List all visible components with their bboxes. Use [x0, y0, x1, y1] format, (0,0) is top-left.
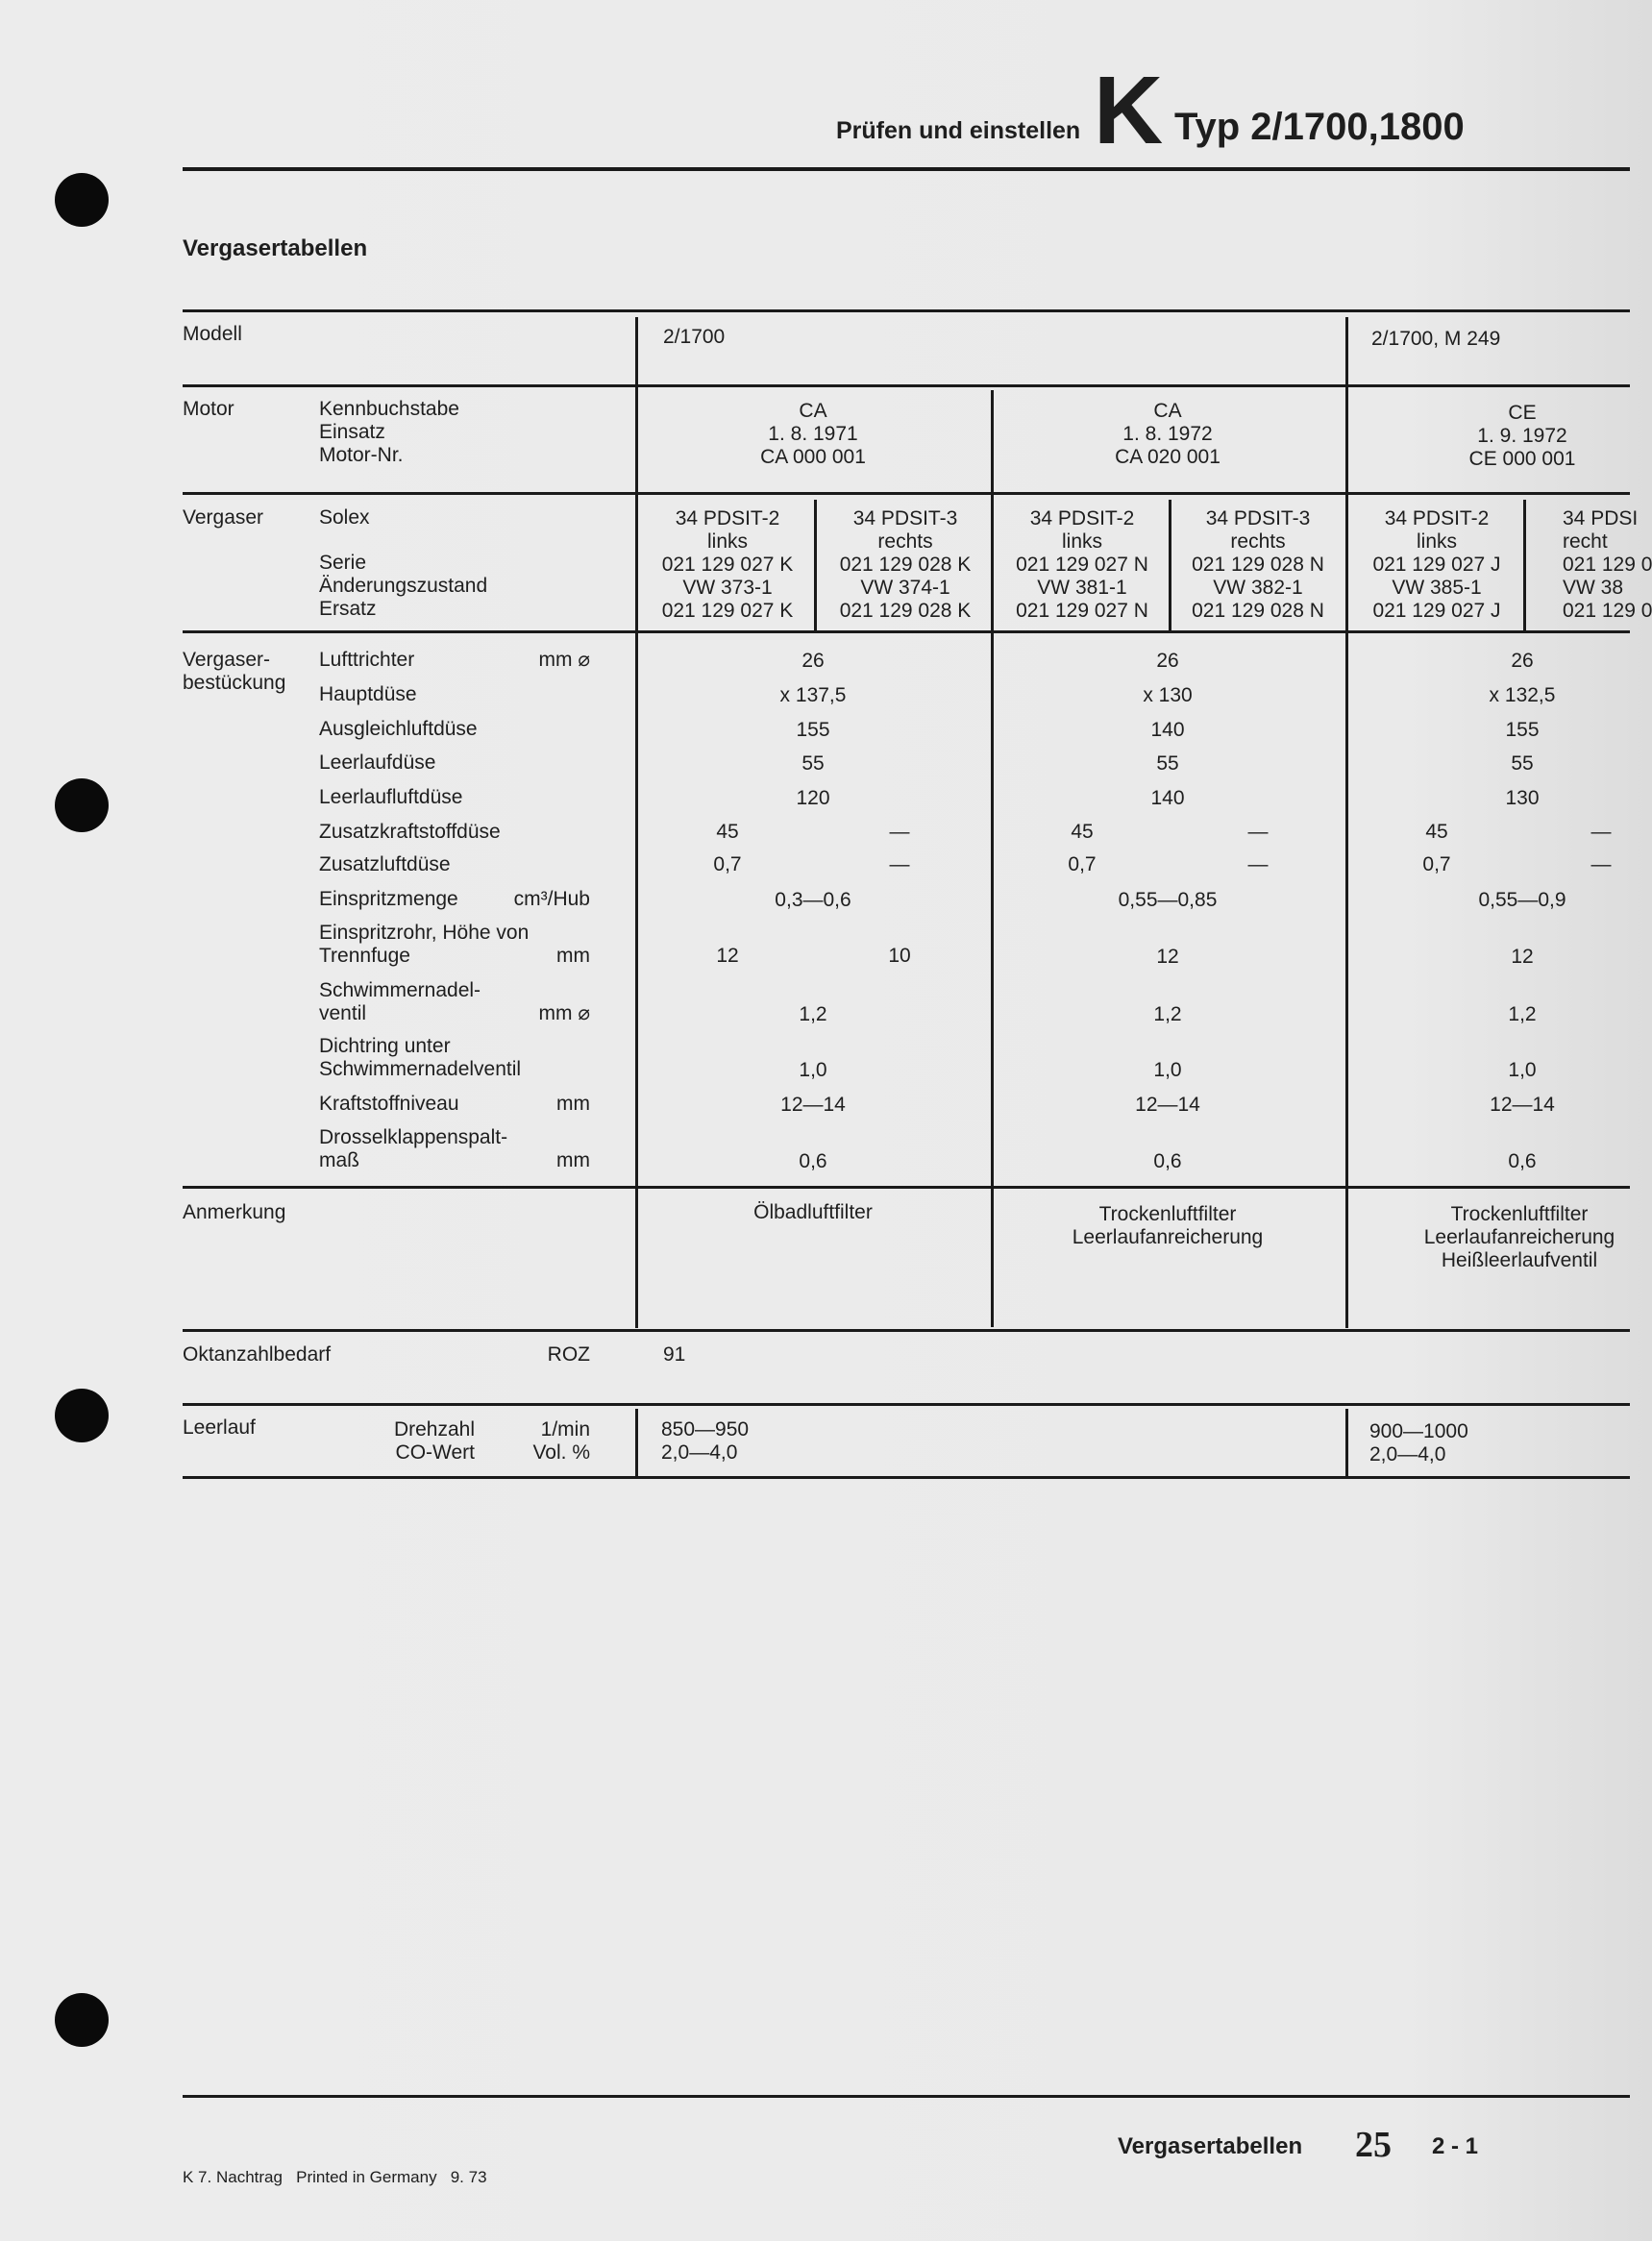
- row-unit: mm: [556, 1093, 590, 1115]
- subcolumn-line: [1523, 500, 1526, 630]
- divider: [183, 630, 1630, 633]
- row-value: 0,7: [713, 853, 742, 875]
- row-value: 120: [796, 787, 830, 809]
- row-label: Einspritzrohr, Höhe von Trennfuge: [319, 922, 530, 967]
- row-value: 0,55—0,85: [1118, 889, 1218, 911]
- column-line: [635, 317, 638, 1328]
- row-value: —: [1590, 821, 1612, 843]
- row-label: Leerlaufdüse: [319, 751, 436, 774]
- row-label: Zusatzkraftstoffdüse: [319, 821, 501, 843]
- row-value: 140: [1150, 719, 1185, 741]
- row-value: x 130: [1143, 684, 1193, 706]
- row-value: x 137,5: [779, 684, 847, 706]
- row-unit: mm: [556, 945, 590, 967]
- row-value: —: [1247, 821, 1269, 843]
- row-value: 0,7: [1068, 853, 1097, 875]
- page-subnumber: 2 - 1: [1432, 2133, 1479, 2159]
- vergaser-solex: Solex: [319, 506, 370, 529]
- row-value: 1,2: [1153, 1003, 1182, 1025]
- carb-numbers: 021 129 028 N VW 382-1 021 129 028 N: [1192, 554, 1324, 622]
- motor-column: CA 1. 8. 1972 CA 020 001: [1115, 400, 1221, 468]
- row-value: 0,3—0,6: [775, 889, 851, 911]
- footer-rule: [183, 2095, 1630, 2098]
- divider: [183, 1476, 1630, 1479]
- carb-model: 34 PDSIT-3 rechts: [1205, 507, 1311, 553]
- row-unit: mm: [556, 1149, 590, 1171]
- column-line: [635, 1409, 638, 1476]
- row-value: 0,6: [1508, 1150, 1537, 1172]
- leerlauf-value: 900—1000 2,0—4,0: [1369, 1420, 1468, 1465]
- row-value: 0,6: [1153, 1150, 1182, 1172]
- row-label: Lufttrichter: [319, 649, 415, 671]
- divider: [183, 492, 1630, 495]
- row-value: 12—14: [780, 1094, 846, 1116]
- anmerkung-value: Trockenluftfilter Leerlaufanreicherung: [1072, 1203, 1264, 1248]
- oktan-label: Oktanzahlbedarf: [183, 1343, 332, 1366]
- page-number: 25: [1355, 2125, 1392, 2165]
- leerlauf-value: 850—950 2,0—4,0: [661, 1418, 750, 1464]
- bestueckung-label: Vergaser- bestückung: [183, 649, 286, 694]
- row-value: 1,0: [1508, 1059, 1537, 1081]
- carb-model: 34 PDSIT-2 links: [1029, 507, 1135, 553]
- row-value: 1,2: [1508, 1003, 1537, 1025]
- anmerkung-value: Ölbadluftfilter: [753, 1201, 873, 1223]
- row-label: Einspritzmenge: [319, 888, 458, 910]
- row-value: 26: [1511, 650, 1534, 672]
- row-label: Leerlaufluftdüse: [319, 786, 463, 808]
- footer-imprint: K 7. Nachtrag Printed in Germany 9. 73: [183, 2168, 487, 2186]
- carb-model: 34 PDSIT-2 links: [675, 507, 780, 553]
- row-label: Ausgleichluftdüse: [319, 718, 478, 740]
- carb-numbers: 021 129 027 N VW 381-1 021 129 027 N: [1016, 554, 1148, 622]
- row-value: 55: [1156, 752, 1179, 775]
- row-value: —: [889, 853, 910, 875]
- row-value: 12—14: [1135, 1094, 1200, 1116]
- row-value: 0,7: [1422, 853, 1451, 875]
- header-rule: [183, 167, 1630, 171]
- row-label: Drosselklappenspalt- maß: [319, 1126, 508, 1171]
- row-unit: mm ⌀: [538, 649, 590, 671]
- row-label: Hauptdüse: [319, 683, 417, 705]
- row-value: 1,0: [1153, 1059, 1182, 1081]
- carb-numbers: 021 129 027 J VW 385-1 021 129 027 J: [1372, 554, 1501, 622]
- punch-hole: [55, 778, 109, 832]
- divider: [183, 384, 1630, 387]
- column-line: [991, 390, 994, 1327]
- row-value: —: [889, 821, 910, 843]
- row-value: 55: [1511, 752, 1534, 775]
- subcolumn-line: [814, 500, 817, 630]
- row-value: 130: [1505, 787, 1540, 809]
- divider: [183, 1186, 1630, 1189]
- column-line: [1345, 317, 1348, 1328]
- row-value: 12: [1156, 946, 1179, 968]
- row-value: 155: [796, 719, 830, 741]
- vergaser-label: Vergaser: [183, 506, 264, 529]
- row-value: 45: [1071, 821, 1094, 843]
- row-label: Kraftstoffniveau: [319, 1093, 459, 1115]
- oktan-value: 91: [663, 1343, 686, 1366]
- motor-column: CA 1. 8. 1971 CA 000 001: [760, 400, 866, 468]
- carb-numbers: 021 129 027 K VW 373-1 021 129 027 K: [661, 554, 794, 622]
- punch-hole: [55, 1389, 109, 1442]
- subcolumn-line: [1169, 500, 1171, 630]
- row-value: —: [1247, 853, 1269, 875]
- row-value: 26: [1156, 650, 1179, 672]
- row-value: 12: [716, 945, 739, 967]
- leerlauf-label: Leerlauf: [183, 1416, 256, 1439]
- carb-numbers: 021 129 0 VW 38 021 129 0: [1563, 554, 1652, 622]
- row-value: 12—14: [1490, 1094, 1555, 1116]
- leerlauf-fields: Drehzahl CO-Wert: [393, 1418, 475, 1464]
- vergaser-fields: Serie Änderungszustand Ersatz: [319, 552, 488, 620]
- row-value: x 132,5: [1489, 684, 1556, 706]
- carb-model: 34 PDSI recht: [1563, 507, 1639, 553]
- row-value: 155: [1505, 719, 1540, 741]
- row-unit: mm ⌀: [538, 1002, 590, 1024]
- column-line: [1345, 1409, 1348, 1476]
- modell-value: 2/1700: [663, 326, 726, 348]
- row-label: Schwimmernadel- ventil: [319, 979, 481, 1024]
- divider: [183, 1329, 1630, 1332]
- header-type: Typ 2/1700,1800: [1174, 106, 1465, 148]
- row-label: Zusatzluftdüse: [319, 853, 451, 875]
- motor-label: Motor: [183, 398, 234, 420]
- row-value: 12: [1511, 946, 1534, 968]
- carb-model: 34 PDSIT-2 links: [1384, 507, 1490, 553]
- row-value: 45: [1425, 821, 1448, 843]
- row-value: 45: [716, 821, 739, 843]
- row-value: —: [1590, 853, 1612, 875]
- motor-column: CE 1. 9. 1972 CE 000 001: [1468, 402, 1576, 470]
- motor-fields: Kennbuchstabe Einsatz Motor-Nr.: [319, 398, 459, 466]
- header-section: Prüfen und einstellen: [836, 117, 1081, 144]
- divider: [183, 1403, 1630, 1406]
- row-label: Dichtring unter Schwimmernadelventil: [319, 1035, 522, 1080]
- punch-hole: [55, 173, 109, 227]
- row-value: 140: [1150, 787, 1185, 809]
- header-letter: K: [1094, 57, 1160, 164]
- row-value: 1,0: [799, 1059, 827, 1081]
- anmerkung-value: Trockenluftfilter Leerlaufanreicherung Heißleerlaufventil: [1423, 1203, 1615, 1271]
- leerlauf-units: 1/min Vol. %: [532, 1418, 590, 1464]
- row-value: 1,2: [799, 1003, 827, 1025]
- row-value: 0,55—0,9: [1478, 889, 1566, 911]
- row-value: 10: [888, 945, 911, 967]
- punch-hole: [55, 1993, 109, 2047]
- anmerkung-label: Anmerkung: [183, 1201, 286, 1223]
- modell-label: Modell: [183, 323, 242, 345]
- row-value: 0,6: [799, 1150, 827, 1172]
- carb-numbers: 021 129 028 K VW 374-1 021 129 028 K: [839, 554, 972, 622]
- footer-title: Vergasertabellen: [1118, 2133, 1303, 2159]
- oktan-unit: ROZ: [547, 1343, 590, 1366]
- modell-value: 2/1700, M 249: [1371, 328, 1501, 350]
- page-title: Vergasertabellen: [183, 235, 368, 261]
- carb-model: 34 PDSIT-3 rechts: [852, 507, 958, 553]
- divider: [183, 309, 1630, 312]
- row-unit: cm³/Hub: [513, 888, 590, 910]
- row-value: 26: [801, 650, 825, 672]
- row-value: 55: [801, 752, 825, 775]
